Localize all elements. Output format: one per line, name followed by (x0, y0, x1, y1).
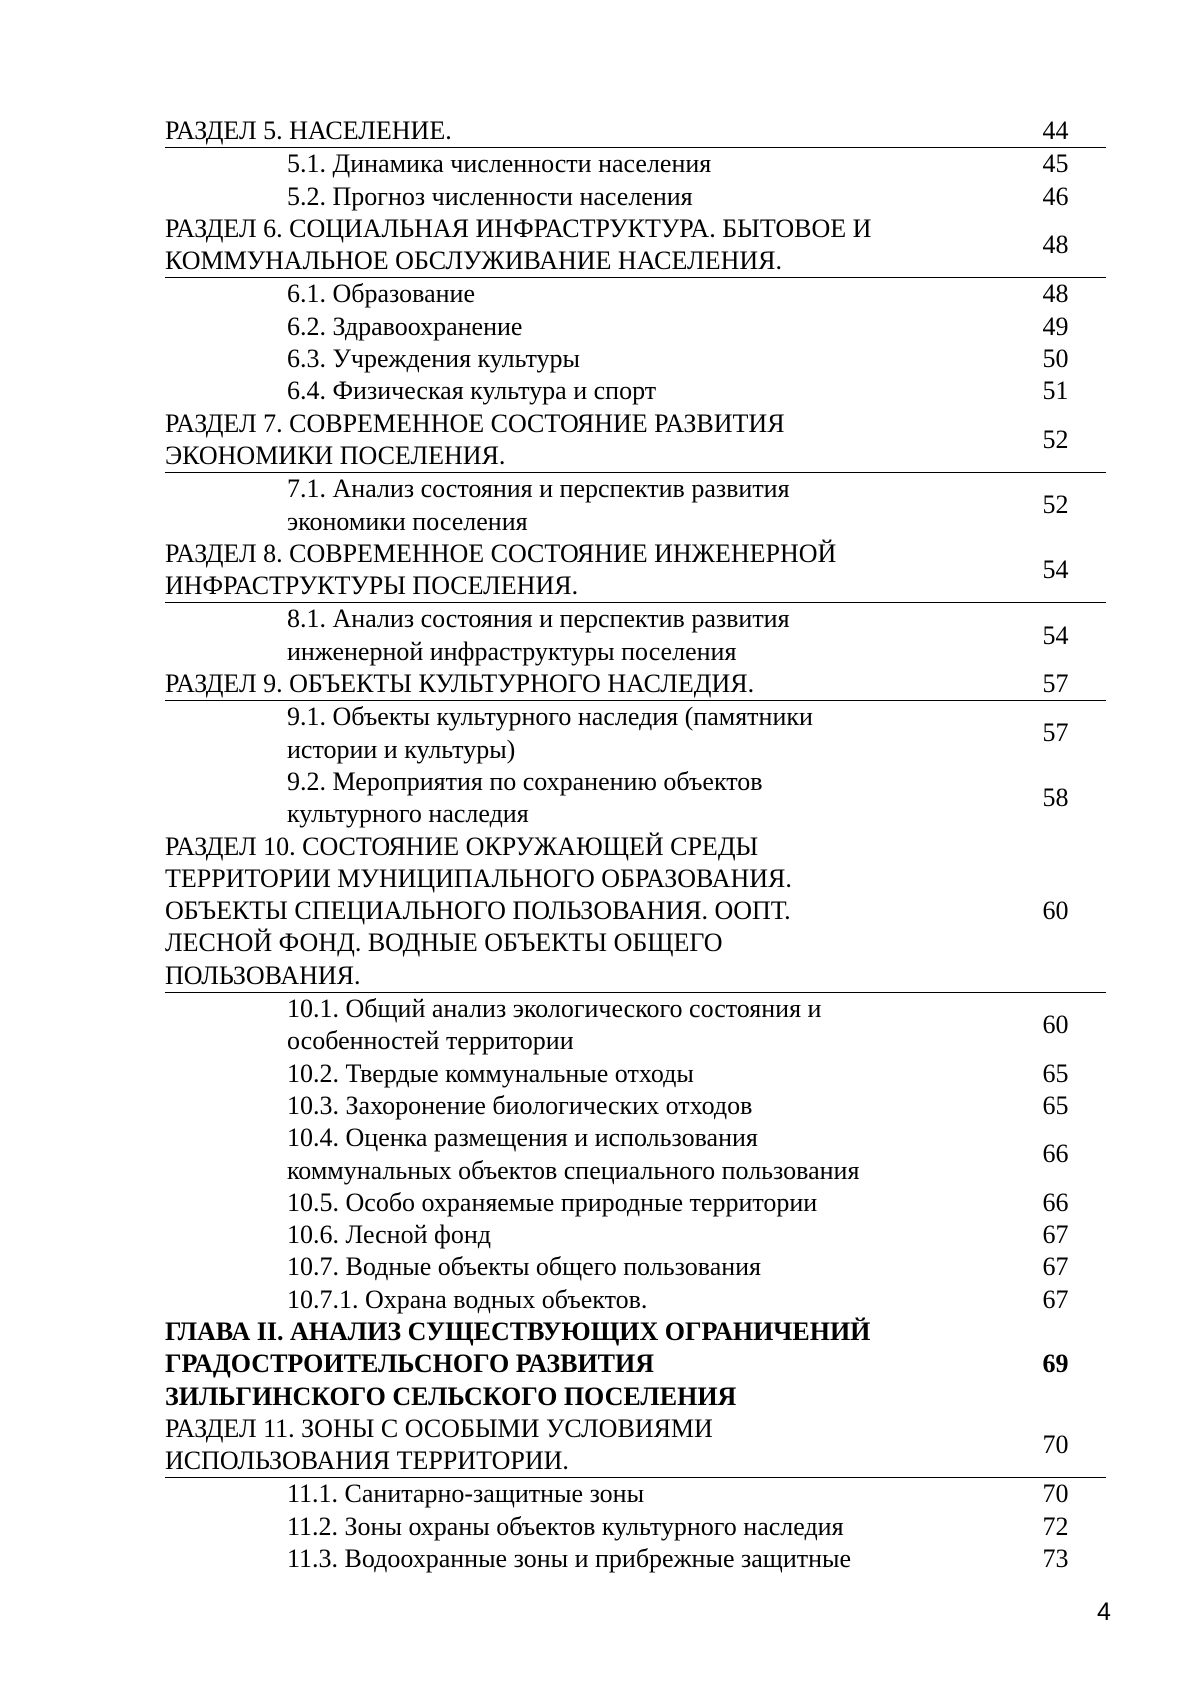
toc-entry-page: 70 (1042, 1430, 1069, 1460)
toc-entry-sub (165, 473, 1106, 538)
toc-entry-title-line: 10.7.1. Охрана водных объектов. (287, 1284, 648, 1314)
toc-entry-page: 60 (1042, 1010, 1069, 1040)
toc-entry-page: 58 (1042, 783, 1069, 813)
toc-entry-page: 48 (1042, 279, 1069, 309)
table-of-contents (165, 115, 1106, 1575)
toc-entry-sub (165, 1122, 1106, 1187)
toc-entry-title (165, 1413, 999, 1478)
toc-entry-title-line: ЭКОНОМИКИ ПОСЕЛЕНИЯ. (165, 440, 506, 470)
toc-entry-chapter (165, 1316, 1106, 1413)
toc-entry-sub (165, 1251, 1106, 1283)
toc-entry-title-line: РАЗДЕЛ 5. НАСЕЛЕНИЕ. (165, 116, 452, 145)
toc-entry-title-line: 10.3. Захоронение биологических отходов (287, 1090, 753, 1120)
toc-entry-page: 70 (1042, 1479, 1069, 1509)
toc-entry-title-line: 9.2. Мероприятия по сохранению объектов (287, 766, 763, 796)
toc-entry-sub (165, 181, 1106, 213)
toc-entry-title-line: 9.1. Объекты культурного наследия (памятники (287, 702, 813, 732)
toc-entry-title (165, 701, 999, 766)
toc-entry-title (165, 1187, 999, 1219)
toc-entry-title (165, 538, 999, 603)
toc-entry-title (165, 668, 999, 700)
toc-entry-title-line: 10.4. Оценка размещения и использования (287, 1123, 758, 1153)
toc-entry-title-line: 6.3. Учреждения культуры (287, 344, 580, 374)
toc-entry-page: 65 (1042, 1058, 1069, 1088)
toc-entry-title-line: 10.7. Водные объекты общего пользования (287, 1252, 762, 1282)
toc-entry-title (165, 115, 999, 147)
toc-entry-page: 46 (1042, 181, 1069, 211)
toc-entry-page: 50 (1042, 344, 1069, 374)
toc-entry-sub (165, 701, 1106, 766)
toc-entry-title (165, 181, 999, 213)
toc-entry-page: 48 (1042, 230, 1069, 260)
toc-entry-title-line: инженерной инфраструктуры поселения (287, 636, 737, 666)
toc-entry-title-line: 11.3. Водоохранные зоны и прибрежные защитные (287, 1544, 852, 1574)
toc-entry-page: 67 (1042, 1252, 1069, 1282)
toc-entry-title (165, 343, 999, 375)
toc-entry-title (165, 1090, 999, 1122)
toc-entry-section (165, 1413, 1106, 1479)
toc-entry-title-line: ИСПОЛЬЗОВАНИЯ ТЕРРИТОРИИ. (165, 1446, 569, 1476)
toc-entry-title (165, 993, 999, 1058)
toc-entry-title-line: РАЗДЕЛ 8. СОВРЕМЕННОЕ СОСТОЯНИЕ ИНЖЕНЕРНОЙ (165, 538, 837, 568)
toc-entry-title (165, 213, 999, 278)
toc-entry-page: 49 (1042, 311, 1069, 341)
toc-entry-title-line: экономики поселения (287, 506, 528, 536)
toc-entry-page: 45 (1042, 149, 1069, 179)
toc-entry-title-line: 11.1. Санитарно-защитные зоны (287, 1479, 645, 1509)
toc-entry-section (165, 115, 1106, 148)
toc-entry-sub (165, 1219, 1106, 1251)
toc-entry-sub (165, 603, 1106, 668)
toc-entry-title (165, 408, 999, 473)
toc-entry-sub (165, 1478, 1106, 1510)
toc-entry-page: 57 (1042, 718, 1069, 748)
toc-entry-sub (165, 1058, 1106, 1090)
toc-entry-section (165, 213, 1106, 279)
toc-entry-title-line: 5.2. Прогноз численности населения (287, 181, 693, 211)
toc-entry-title (165, 1219, 999, 1251)
toc-entry-title (165, 1058, 999, 1090)
toc-entry-section (165, 538, 1106, 604)
toc-entry-title-line: 6.1. Образование (287, 279, 476, 309)
toc-entry-title-line: культурного наследия (287, 799, 529, 829)
toc-entry-page: 44 (1042, 116, 1069, 145)
toc-entry-title (165, 311, 999, 343)
toc-entry-title-line: 11.2. Зоны охраны объектов культурного наследия (287, 1511, 844, 1541)
toc-entry-title (165, 1543, 999, 1575)
toc-entry-section (165, 831, 1106, 993)
toc-entry-sub (165, 1284, 1106, 1316)
toc-entry-title-line: ТЕРРИТОРИИ МУНИЦИПАЛЬНОГО ОБРАЗОВАНИЯ. (165, 863, 792, 893)
toc-entry-title-line: 7.1. Анализ состояния и перспектив развития (287, 474, 790, 504)
toc-entry-title-line: ИНФРАСТРУКТУРЫ ПОСЕЛЕНИЯ. (165, 571, 579, 601)
toc-entry-page: 54 (1042, 620, 1069, 650)
toc-entry-page: 52 (1042, 490, 1069, 520)
toc-entry-title-line: особенностей территории (287, 1026, 574, 1056)
toc-entry-title-line: 10.5. Особо охраняемые природные территории (287, 1187, 818, 1217)
toc-entry-page: 69 (1042, 1349, 1069, 1379)
toc-entry-title-line: ОБЪЕКТЫ СПЕЦИАЛЬНОГО ПОЛЬЗОВАНИЯ. ООПТ. (165, 896, 791, 926)
toc-entry-page: 51 (1042, 376, 1069, 406)
toc-entry-page: 72 (1042, 1511, 1069, 1541)
toc-entry-page: 73 (1042, 1544, 1069, 1574)
toc-entry-title (165, 148, 999, 180)
toc-entry-title-line: РАЗДЕЛ 10. СОСТОЯНИЕ ОКРУЖАЮЩЕЙ СРЕДЫ (165, 831, 759, 861)
toc-entry-title-line: РАЗДЕЛ 7. СОВРЕМЕННОЕ СОСТОЯНИЕ РАЗВИТИЯ (165, 408, 785, 438)
toc-entry-page: 67 (1042, 1220, 1069, 1250)
toc-entry-page: 57 (1042, 669, 1069, 699)
toc-entry-title-line: КОММУНАЛЬНОЕ ОБСЛУЖИВАНИЕ НАСЕЛЕНИЯ. (165, 246, 782, 276)
toc-entry-title-line: РАЗДЕЛ 11. ЗОНЫ С ОСОБЫМИ УСЛОВИЯМИ (165, 1413, 713, 1443)
toc-entry-title (165, 1284, 999, 1316)
toc-entry-title (165, 831, 999, 992)
toc-entry-page: 65 (1042, 1090, 1069, 1120)
toc-entry-title (165, 1316, 999, 1413)
toc-entry-title-line: РАЗДЕЛ 6. СОЦИАЛЬНАЯ ИНФРАСТРУКТУРА. БЫТОВОЕ И (165, 213, 872, 243)
toc-entry-title-line: РАЗДЕЛ 9. ОБЪЕКТЫ КУЛЬТУРНОГО НАСЛЕДИЯ. (165, 669, 755, 699)
toc-entry-title-line: коммунальных объектов специального пользования (287, 1155, 860, 1185)
toc-entry-title-line: ГРАДОСТРОИТЕЛЬСНОГО РАЗВИТИЯ (165, 1349, 655, 1379)
toc-entry-page: 60 (1042, 896, 1069, 926)
toc-entry-section (165, 408, 1106, 474)
toc-entry-title (165, 1122, 999, 1187)
toc-entry-sub (165, 278, 1106, 310)
toc-entry-title-line: ЗИЛЬГИНСКОГО СЕЛЬСКОГО ПОСЕЛЕНИЯ (165, 1381, 737, 1411)
page-number: 4 (1097, 1598, 1111, 1626)
toc-entry-sub (165, 311, 1106, 343)
toc-entry-title-line: 10.1. Общий анализ экологического состояния и (287, 994, 822, 1024)
toc-entry-title (165, 1511, 999, 1543)
toc-entry-title (165, 1251, 999, 1283)
toc-entry-title (165, 473, 999, 538)
toc-entry-section (165, 668, 1106, 701)
toc-entry-page: 66 (1042, 1139, 1069, 1169)
toc-entry-title-line: 10.2. Твердые коммунальные отходы (287, 1058, 694, 1088)
toc-entry-title (165, 1478, 999, 1510)
toc-entry-page: 66 (1042, 1187, 1069, 1217)
toc-entry-sub (165, 1511, 1106, 1543)
toc-entry-sub (165, 1090, 1106, 1122)
toc-entry-page: 52 (1042, 424, 1069, 454)
toc-entry-title-line: ПОЛЬЗОВАНИЯ. (165, 960, 361, 990)
toc-entry-sub (165, 766, 1106, 831)
toc-entry-title (165, 278, 999, 310)
toc-entry-title (165, 603, 999, 668)
toc-entry-sub (165, 1187, 1106, 1219)
toc-entry-title-line: 10.6. Лесной фонд (287, 1220, 492, 1250)
toc-entry-title-line: 6.4. Физическая культура и спорт (287, 376, 657, 406)
toc-entry-title-line: 8.1. Анализ состояния и перспектив развития (287, 604, 790, 634)
toc-entry-sub (165, 148, 1106, 180)
toc-entry-sub (165, 1543, 1106, 1575)
toc-entry-title-line: ЛЕСНОЙ ФОНД. ВОДНЫЕ ОБЪЕКТЫ ОБЩЕГО (165, 928, 723, 958)
toc-entry-sub (165, 375, 1106, 407)
toc-entry-title-line: 5.1. Динамика численности населения (287, 149, 712, 179)
toc-entry-title (165, 375, 999, 407)
toc-entry-title-line: истории и культуры) (287, 734, 516, 764)
toc-entry-page: 54 (1042, 555, 1069, 584)
toc-entry-title-line: ГЛАВА II. АНАЛИЗ СУЩЕСТВУЮЩИХ ОГРАНИЧЕНИЙ (165, 1316, 871, 1346)
toc-entry-title-line: 6.2. Здравоохранение (287, 311, 523, 341)
toc-entry-sub (165, 993, 1106, 1058)
toc-entry-title (165, 766, 999, 831)
toc-entry-sub (165, 343, 1106, 375)
toc-entry-page: 67 (1042, 1284, 1069, 1314)
